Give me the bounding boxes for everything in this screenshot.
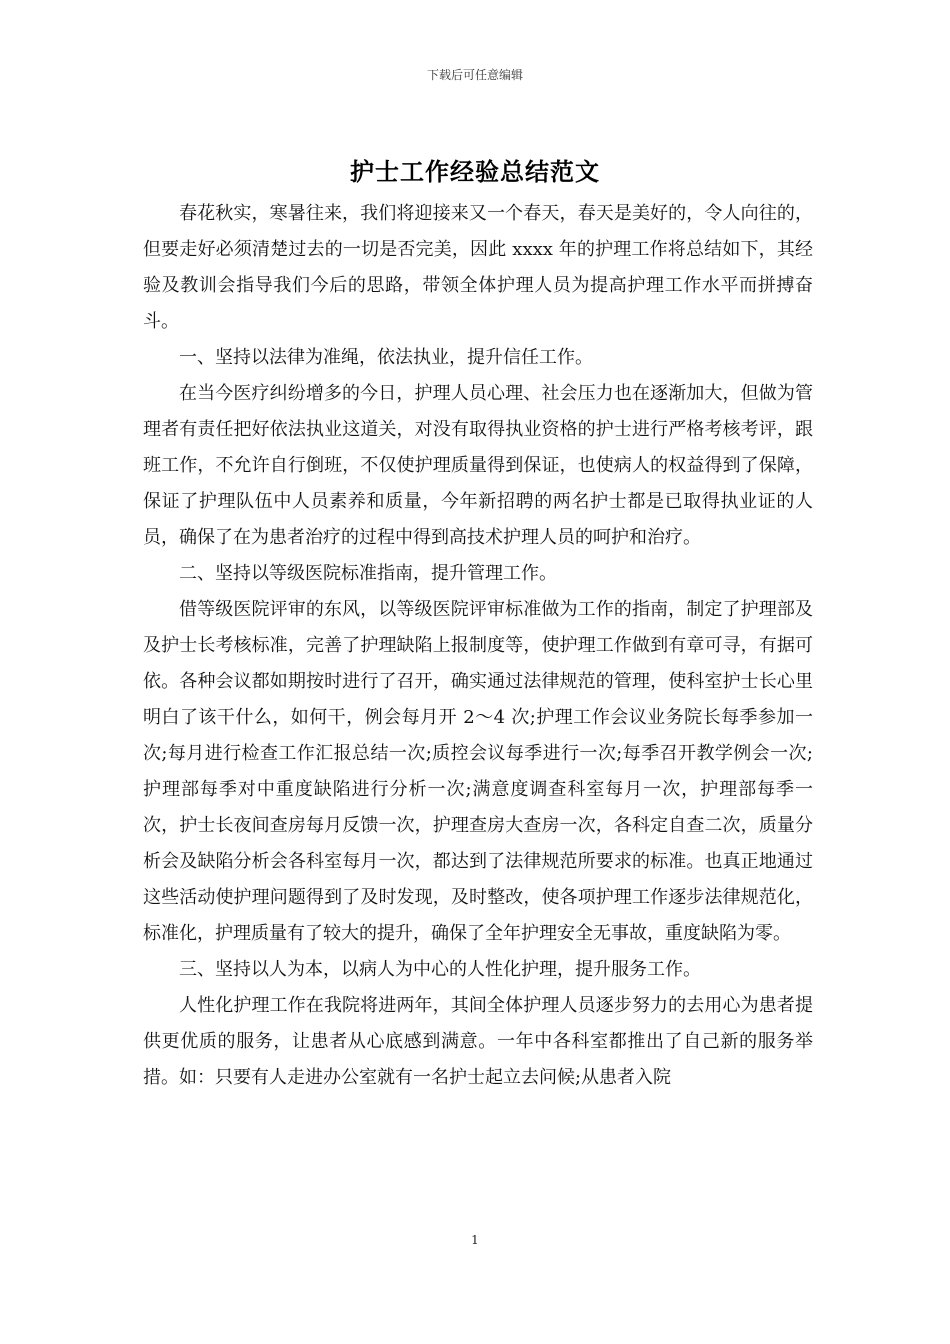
paragraph-intro: 春花秋实，寒暑往来，我们将迎接来又一个春天，春天是美好的，令人向往的，但要走好必须清楚过去的一切是否完美，因此 xxxx 年的护理工作将总结如下，其经验及教训会指导我们今后的思路，带领全体护理人员为提高护理工作水平而拼搏奋斗。 — [143, 203, 813, 332]
section-heading-1: 一、坚持以法律为准绳，依法执业，提升信任工作。 — [179, 347, 593, 368]
document-title: 护士工作经验总结范文 — [350, 158, 600, 186]
paragraph-section-1: 在当今医疗纠纷增多的今日，护理人员心理、社会压力也在逐渐加大，但做为管理者有责任把好依法执业这道关，对没有取得执业资格的护士进行严格考核考评，跟班工作，不允许自行倒班，不仅使护理质量得到保证，也使病人的权益得到了保障，保证了护理队伍中人员素养和质量，今年新招聘的两名护士都是已取得执业证的人员，确保了在为患者治疗的过程中得到高技术护理人员的呵护和治疗。 — [143, 383, 813, 548]
paragraph-section-3: 人性化护理工作在我院将进两年，其间全体护理人员逐步努力的去用心为患者提供更优质的服务，让患者从心底感到满意。一年中各科室都推出了自己新的服务举措。如：只要有人走进办公室就有一名护士起立去问候;从患者入院 — [143, 995, 813, 1088]
section-heading-3: 三、坚持以人为本，以病人为中心的人性化护理，提升服务工作。 — [179, 959, 701, 980]
paragraph-section-2: 借等级医院评审的东风，以等级医院评审标准做为工作的指南，制定了护理部及及护士长考核标准，完善了护理缺陷上报制度等，使护理工作做到有章可寻，有据可依。各种会议都如期按时进行了召开，确实通过法律规范的管理，使科室护士长心里明白了该干什么，如何干，例会每月开 2～4 次;护理工作会议业务院长每季参加一次;每月进行检查工作汇报总结一次;质控会议每季进行一次;每季召开教学例会一次;护理部每季对中重度缺陷进行分析一次;满意度调查科室每月一次，护理部每季一次，护士长夜间查房每月反馈一次，护理查房大查房一次，各科定自查二次，质量分析会及缺陷分析会各科室每月一次，都达到了法律规范所要求的标准。也真正地通过这些活动使护理问题得到了及时发现，及时整改，使各项护理工作逐步法律规范化，标准化，护理质量有了较大的提升，确保了全年护理安全无事故，重度缺陷为零。 — [143, 599, 813, 944]
document-body — [143, 196, 813, 1096]
page-number: 1 — [471, 1233, 479, 1247]
section-heading-2: 二、坚持以等级医院标准指南，提升管理工作。 — [179, 563, 557, 584]
header-note: 下载后可任意编辑 — [426, 68, 523, 82]
